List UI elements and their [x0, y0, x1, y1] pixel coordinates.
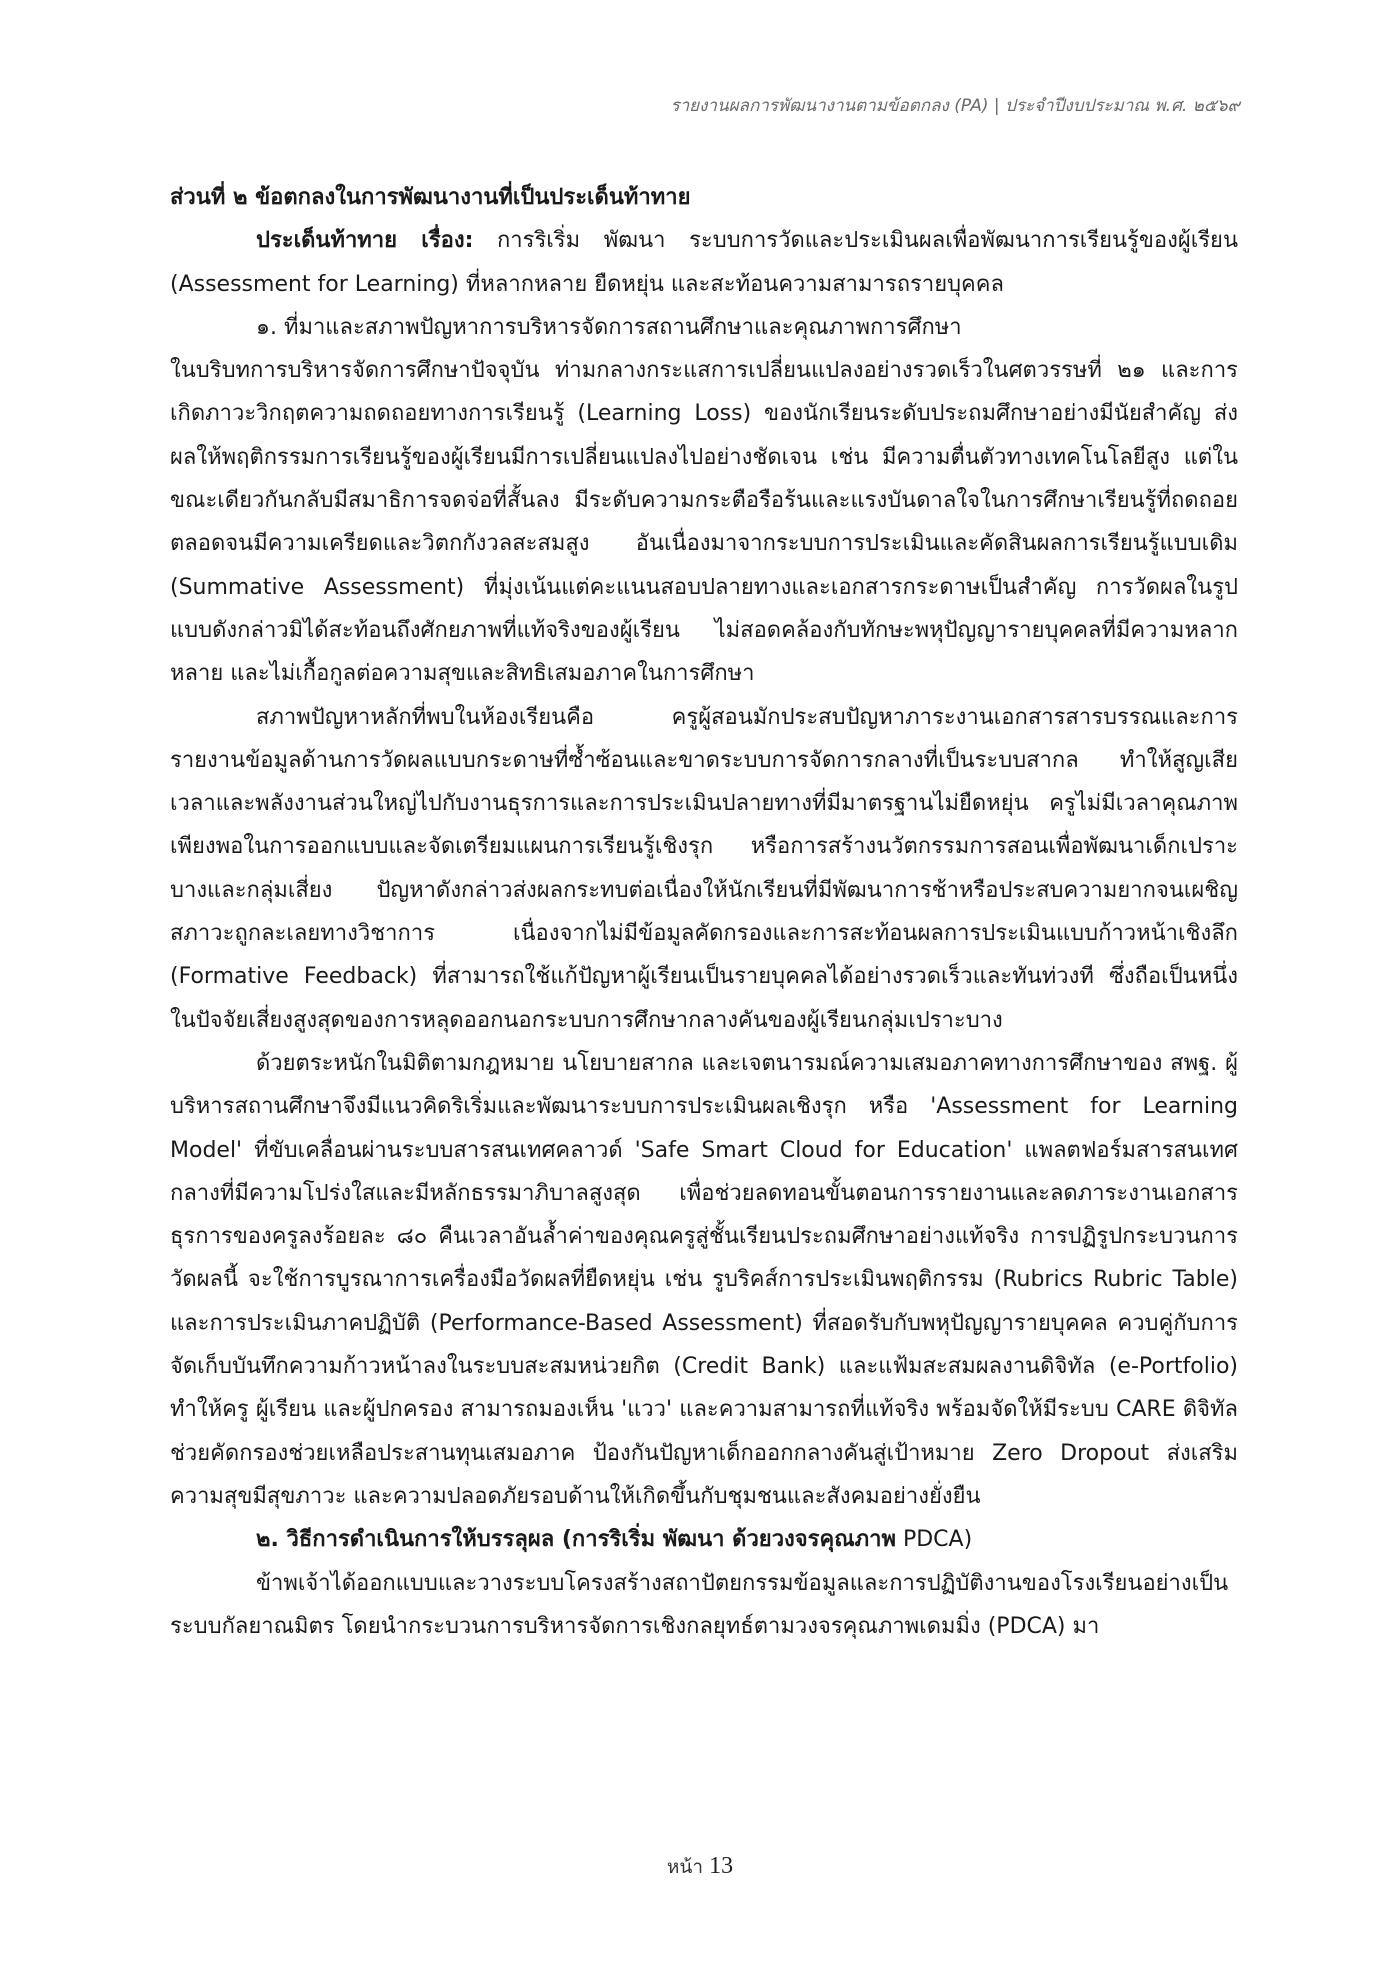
page-footer [0, 1852, 1400, 1882]
topic-1-heading: ๑. ที่มาและสภาพปัญหาการบริหารจัดการสถานศึกษาและคุณภาพการศึกษา [256, 314, 962, 340]
paragraph-context: ในบริบทการบริหารจัดการศึกษาปัจจุบัน ท่ามกลางกระแสการเปลี่ยนแปลงอย่างรวดเร็วในศตวรรษที่ ๒๑ และการเกิดภาวะวิกฤตความถดถอยทางการเรียนรู้ (Learning Loss) ของนักเรียนระดับประถมศึกษาอย่างมีนัยสำคัญ ส่งผลให้พฤติกรรมการเรียนรู้ของผู้เรียนมีการเปลี่ยนแปลงไปอย่างชัดเจน เช่น มีความตื่นตัวทางเทคโนโลยีสูง แต่ในขณะเดียวกันกลับมีสมาธิการจดจ่อที่สั้นลง มีระดับความกระตือรือร้นและแรงบันดาลใจในการศึกษาเรียนรู้ที่ถดถอย ตลอดจนมีความเครียดและวิตกกังวลสะสมสูง อันเนื่องมาจากระบบการประเมินและคัดสินผลการเรียนรู้แบบเดิม (Summative Assessment) ที่มุ่งเน้นแต่คะแนนสอบปลายทางและเอกสารกระดาษเป็นสำคัญ การวัดผลในรูปแบบดังกล่าวมิได้สะท้อนถึงศักยภาพที่แท้จริงของผู้เรียน ไม่สอดคล้องกับทักษะพหุปัญญารายบุคคลที่มีความหลากหลาย และไม่เกื้อกูลต่อความสุขและสิทธิเสมอภาคในการศึกษา [170, 358, 1238, 687]
challenge-paragraph [170, 219, 1238, 306]
topic-2-heading-bold: ๒. วิธีการดำเนินการให้บรรลุผล (การริเริ่ม พัฒนา ด้วยวงจรคุณภาพ [256, 1527, 896, 1553]
section-title: ส่วนที่ ๒ ข้อตกลงในการพัฒนางานที่เป็นประเด็นท้าทาย [170, 185, 691, 210]
paragraph-problems: สภาพปัญหาหลักที่พบในห้องเรียนคือ ครูผู้สอนมักประสบปัญหาภาระงานเอกสารสารบรรณและการรายงานข้อมูลด้านการวัดผลแบบกระดาษที่ซ้ำซ้อนและขาดระบบการจัดการกลางที่เป็นระบบสากล ทำให้สูญเสียเวลาและพลังงานส่วนใหญ่ไปกับงานธุรการและการประเมินปลายทางที่มีมาตรฐานไม่ยืดหยุ่น ครูไม่มีเวลาคุณภาพเพียงพอในการออกแบบและจัดเตรียมแผนการเรียนรู้เชิงรุก หรือการสร้างนวัตกรรมการสอนเพื่อพัฒนาเด็กเปราะบางและกลุ่มเสี่ยง ปัญหาดังกล่าวส่งผลกระทบต่อเนื่องให้นักเรียนที่มีพัฒนาการช้าหรือประสบความยากจนเผชิญสภาวะถูกละเลยทางวิชาการ เนื่องจากไม่มีข้อมูลคัดกรองและการสะท้อนผลการประเมินแบบก้าวหน้าเชิงลึก (Formative Feedback) ที่สามารถใช้แก้ปัญหาผู้เรียนเป็นรายบุคคลได้อย่างรวดเร็วและทันท่วงที ซึ่งถือเป็นหนึ่งในปัจจัยเสี่ยงสูงสุดของการหลุดออกนอกระบบการศึกษากลางคันของผู้เรียนกลุ่มเปราะบาง [170, 704, 1238, 1033]
document-body [170, 176, 1238, 1648]
challenge-text: การริเริ่ม พัฒนา ระบบการวัดและประเมินผลเพื่อพัฒนาการเรียนรู้ของผู้เรียน (Assessment for Learning) ที่หลากหลาย ยืดหยุ่น และสะท้อนความสามารถรายบุคคล [170, 228, 1238, 297]
topic-2-heading-normal: PDCA) [895, 1527, 973, 1553]
page-label: หน้า [666, 1856, 704, 1878]
paragraph-solution: ด้วยตระหนักในมิติตามกฎหมาย นโยบายสากล และเจตนารมณ์ความเสมอภาคทางการศึกษาของ สพฐ. ผู้บริหารสถานศึกษาจึงมีแนวคิดริเริ่มและพัฒนาระบบการประเมินผลเชิงรุก หรือ 'Assessment for Learning Model' ที่ขับเคลื่อนผ่านระบบสารสนเทศคลาวด์ 'Safe Smart Cloud for Education' แพลตฟอร์มสารสนเทศกลางที่มีความโปร่งใสและมีหลักธรรมาภิบาลสูงสุด เพื่อช่วยลดทอนขั้นตอนการรายงานและลดภาระงานเอกสารธุรการของครูลงร้อยละ ๘๐ คืนเวลาอันล้ำค่าของคุณครูสู่ชั้นเรียนประถมศึกษาอย่างแท้จริง การปฏิรูปกระบวนการวัดผลนี้ จะใช้การบูรณาการเครื่องมือวัดผลที่ยืดหยุ่น เช่น รูบริคส์การประเมินพฤติกรรม (Rubrics Rubric Table) และการประเมินภาคปฏิบัติ (Performance-Based Assessment) ที่สอดรับกับพหุปัญญารายบุคคล ควบคู่กับการจัดเก็บบันทึกความก้าวหน้าลงในระบบสะสมหน่วยกิต (Credit Bank) และแฟ้มสะสมผลงานดิจิทัล (e-Portfolio) ทำให้ครู ผู้เรียน และผู้ปกครอง สามารถมองเห็น 'แวว' และความสามารถที่แท้จริง พร้อมจัดให้มีระบบ CARE ดิจิทัลช่วยคัดกรองช่วยเหลือประสานทุนเสมอภาค ป้องกันปัญหาเด็กออกกลางคันสู่เป้าหมาย Zero Dropout ส่งเสริมความสุขมีสุขภาวะ และความปลอดภัยรอบด้านให้เกิดขึ้นกับชุมชนและสังคมอย่างยั่งยืน [170, 1050, 1238, 1509]
page-number: 13 [709, 1853, 734, 1879]
challenge-label: ประเด็นท้าทาย เรื่อง: [256, 228, 474, 254]
paragraph-method: ข้าพเจ้าได้ออกแบบและวางระบบโครงสร้างสถาปัตยกรรมข้อมูลและการปฏิบัติงานของโรงเรียนอย่างเป็นระบบกัลยาณมิตร โดยนำกระบวนการบริหารจัดการเชิงกลยุทธ์ตามวงจรคุณภาพเดมมิ่ง (PDCA) มา [170, 1570, 1229, 1639]
topic-2-heading [170, 1518, 1238, 1561]
running-header: รายงานผลการพัฒนางานตามข้อตกลง (PA) | ประจำปีงบประมาณ พ.ศ. ๒๕๖๙ [670, 96, 1240, 116]
